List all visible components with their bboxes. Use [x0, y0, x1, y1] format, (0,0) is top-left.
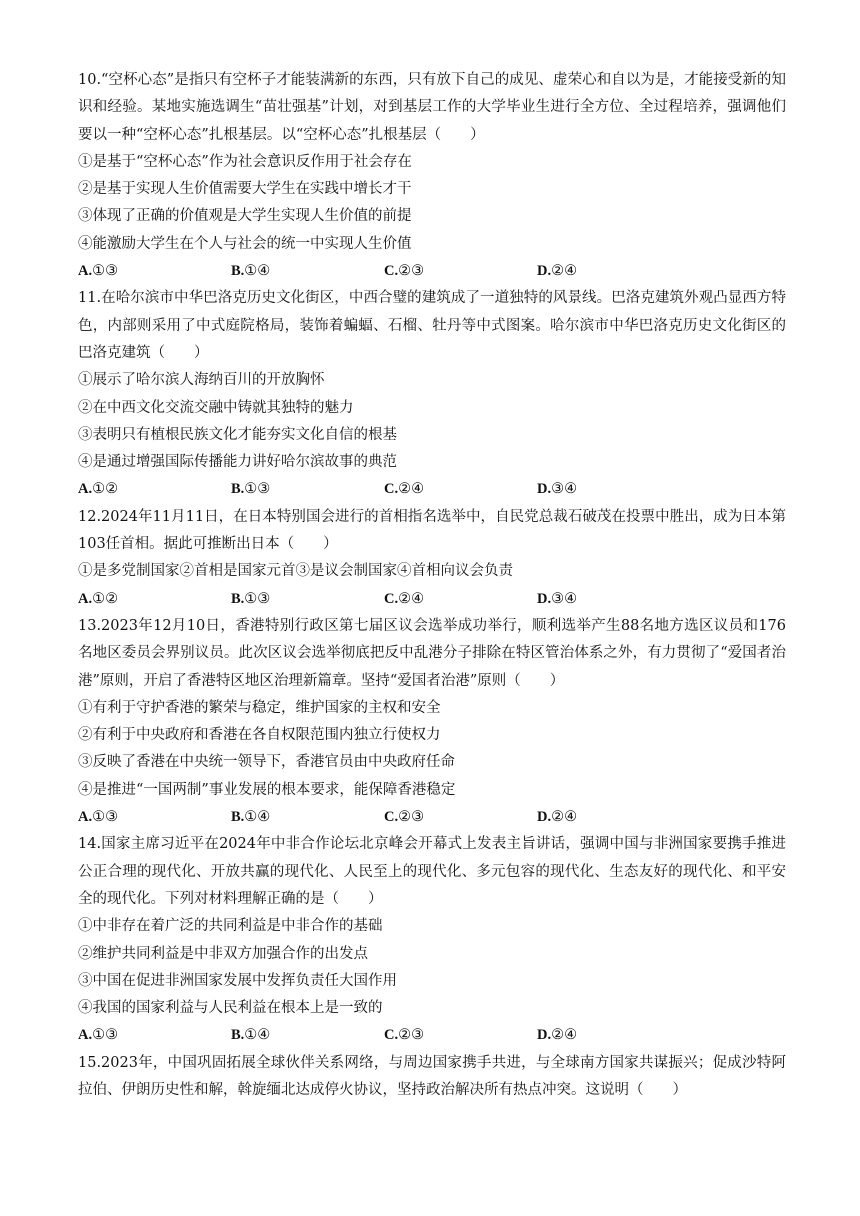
question-13: [78, 613, 786, 831]
answer-choice[interactable]: [384, 586, 537, 613]
choice-text: ②④: [551, 809, 578, 826]
choice-letter: C.: [384, 590, 399, 607]
statement-item: ③体现了正确的价值观是大学生实现人生价值的前提: [78, 208, 412, 225]
choice-text: ①②: [92, 481, 119, 498]
choice-text: ②④: [398, 590, 425, 607]
choice-text: ②③: [398, 1027, 425, 1044]
choice-letter: C.: [384, 809, 399, 826]
answer-choice[interactable]: [78, 804, 231, 831]
question-15: [78, 1050, 786, 1105]
choice-letter: A.: [78, 590, 93, 607]
answer-choice[interactable]: [78, 586, 231, 613]
statement-item: ②维护共同利益是中非双方加强合作的出发点: [78, 945, 368, 962]
choice-letter: D.: [537, 481, 552, 498]
answer-choices: [78, 1022, 786, 1049]
question-stem: 14.国家主席习近平在2024年中非合作论坛北京峰会开幕式上发表主旨讲话，强调中国与非洲国家要携手推进公正合理的现代化、开放共赢的现代化、人民至上的现代化、多元包容的现代化、生态友好的现代化、和平安全的现代化。下列对材料理解正确的是（ ）: [78, 836, 786, 907]
choice-text: ①②: [92, 590, 119, 607]
answer-choices: [78, 586, 786, 613]
question-stem: 10.“空杯心态”是指只有空杯子才能装满新的东西，只有放下自己的成见、虚荣心和自以为是，才能接受新的知识和经验。某地实施选调生“苗壮强基”计划，对到基层工作的大学毕业生进行全方位、全过程培养，强调他们要以一种“空杯心态”扎根基层。以“空杯心态”扎根基层（ ）: [78, 72, 786, 143]
choice-letter: D.: [537, 1027, 552, 1044]
question-11: [78, 285, 786, 503]
statement-item: ③中国在促进非洲国家发展中发挥负责任大国作用: [78, 972, 397, 989]
statement-item: ①是多党制国家②首相是国家元首③是议会制国家④首相向议会负责: [78, 563, 513, 580]
choice-letter: B.: [231, 809, 245, 826]
question-stem: 13.2023年12月10日，香港特别行政区第七届区议会选举成功举行，顺利选举产生88名地方选区议员和176名地区委员会界别议员。此次区议会选举彻底把反中乱港分子排除在特区管治体系之外，有力贯彻了“爱国者治港”原则，开启了香港特区地区治理新篇章。坚持“爱国者治港”原则（ ）: [78, 617, 786, 689]
statement-item: ②有利于中央政府和香港在各自权限范围内独立行使权力: [78, 727, 441, 744]
choice-letter: D.: [537, 263, 552, 280]
answer-choice[interactable]: [384, 476, 537, 503]
choice-letter: B.: [231, 263, 245, 280]
answer-choice[interactable]: [78, 476, 231, 503]
statement-item: ④能激励大学生在个人与社会的统一中实现人生价值: [78, 235, 412, 252]
choice-text: ①④: [244, 1027, 271, 1044]
question-stem: 12.2024年11月11日，在日本特别国会进行的首相指名选举中，自民党总裁石破茂在投票中胜出，成为日本第103任首相。据此可推断出日本（ ）: [78, 508, 786, 553]
answer-choice[interactable]: [384, 1022, 537, 1049]
choice-text: ①③: [244, 590, 271, 607]
choice-text: ①④: [244, 809, 271, 826]
choice-letter: C.: [384, 481, 399, 498]
answer-choice[interactable]: [231, 804, 384, 831]
choice-letter: B.: [231, 481, 245, 498]
answer-choice[interactable]: [78, 258, 231, 285]
answer-choice[interactable]: [231, 476, 384, 503]
answer-choices: [78, 258, 786, 285]
statement-item: ②在中西文化交流交融中铸就其独特的魅力: [78, 399, 354, 416]
choice-letter: A.: [78, 263, 93, 280]
answer-choice[interactable]: [231, 586, 384, 613]
choice-letter: A.: [78, 1027, 93, 1044]
answer-choice[interactable]: [231, 1022, 384, 1049]
question-14: [78, 831, 786, 1049]
choice-text: ②④: [551, 263, 578, 280]
answer-choices: [78, 804, 786, 831]
choice-text: ①③: [92, 263, 119, 280]
answer-choice[interactable]: [78, 1022, 231, 1049]
answer-choice[interactable]: [537, 476, 690, 503]
statement-item: ①是基于“空杯心态”作为社会意识反作用于社会存在: [78, 153, 412, 170]
question-stem: 15.2023年，中国巩固拓展全球伙伴关系网络，与周边国家携手共进，与全球南方国家共谋振兴；促成沙特阿拉伯、伊朗历史性和解，斡旋缅北达成停火协议，坚持政治解决所有热点冲突。这说明（ ）: [78, 1054, 786, 1098]
choice-text: ②③: [398, 263, 425, 280]
question-10: [78, 67, 786, 285]
exam-page: [78, 67, 786, 1104]
statement-item: ④我国的国家利益与人民利益在根本上是一致的: [78, 1000, 383, 1017]
statement-item: ④是通过增强国际传播能力讲好哈尔滨故事的典范: [78, 454, 397, 471]
statement-item: ①展示了哈尔滨人海纳百川的开放胸怀: [78, 372, 325, 389]
choice-text: ③④: [551, 590, 578, 607]
statement-item: ③表明只有植根民族文化才能夯实文化自信的根基: [78, 426, 397, 443]
choice-letter: A.: [78, 481, 93, 498]
choice-letter: D.: [537, 809, 552, 826]
answer-choice[interactable]: [384, 258, 537, 285]
statement-item: ④是推进“一国两制”事业发展的根本要求，能保障香港稳定: [78, 781, 456, 798]
answer-choice[interactable]: [537, 258, 690, 285]
statement-item: ②是基于实现人生价值需要大学生在实践中增长才干: [78, 181, 412, 198]
choice-text: ①④: [244, 263, 271, 280]
question-stem: 11.在哈尔滨市中华巴洛克历史文化街区，中西合璧的建筑成了一道独特的风景线。巴洛克建筑外观凸显西方特色，内部则采用了中式庭院格局，装饰着蝙蝠、石榴、牡丹等中式图案。哈尔滨市中华巴洛克历史文化街区的巴洛克建筑（ ）: [78, 290, 786, 361]
choice-text: ①③: [244, 481, 271, 498]
question-12: [78, 504, 786, 613]
statement-item: ③反映了香港在中央统一领导下，香港官员由中央政府任命: [78, 754, 455, 771]
answer-choice[interactable]: [384, 804, 537, 831]
choice-text: ③④: [551, 481, 578, 498]
choice-text: ①③: [92, 1027, 119, 1044]
choice-letter: C.: [384, 1027, 399, 1044]
answer-choice[interactable]: [537, 586, 690, 613]
answer-choice[interactable]: [537, 804, 690, 831]
answer-choice[interactable]: [537, 1022, 690, 1049]
statement-item: ①中非存在着广泛的共同利益是中非合作的基础: [78, 918, 383, 935]
choice-text: ②③: [398, 809, 425, 826]
answer-choice[interactable]: [231, 258, 384, 285]
choice-letter: B.: [231, 1027, 245, 1044]
choice-text: ②④: [551, 1027, 578, 1044]
choice-text: ②④: [398, 481, 425, 498]
choice-letter: C.: [384, 263, 399, 280]
statement-item: ①有利于守护香港的繁荣与稳定，维护国家的主权和安全: [78, 699, 441, 716]
choice-letter: B.: [231, 590, 245, 607]
choice-letter: A.: [78, 809, 93, 826]
choice-text: ①③: [92, 809, 119, 826]
answer-choices: [78, 476, 786, 503]
choice-letter: D.: [537, 590, 552, 607]
